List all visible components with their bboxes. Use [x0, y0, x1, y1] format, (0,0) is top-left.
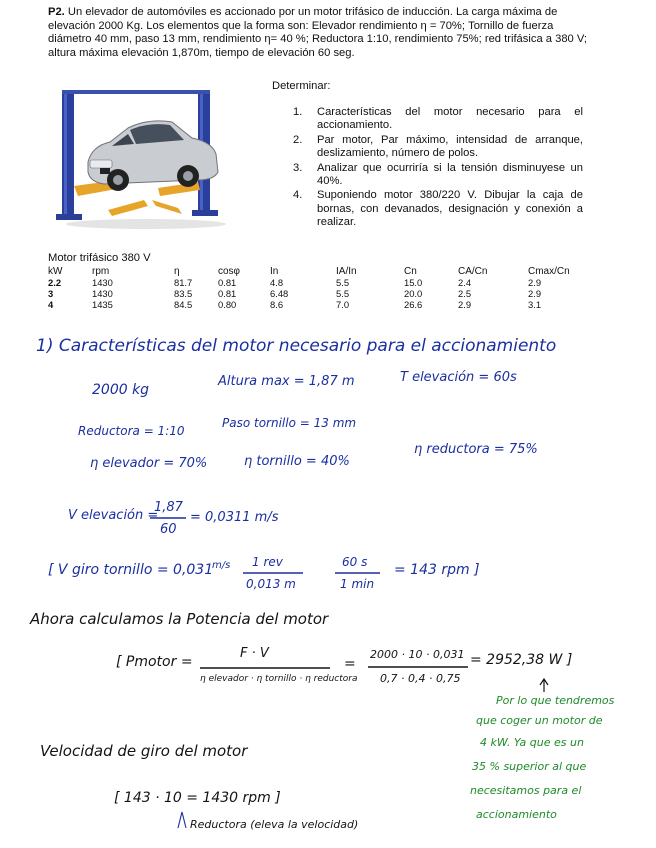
note-carga: 2000 kg [92, 382, 150, 398]
heading-potencia: Ahora calculamos la Potencia del motor [30, 610, 329, 628]
vgiro-factor2-num: 60 s [342, 555, 368, 569]
table-row: 4 1435 84.5 0.80 8.6 7.0 26.6 2.9 3.1 [48, 299, 542, 310]
vgiro-label: [ V giro tornillo = 0,031 [48, 562, 214, 578]
table-row: 3 1430 83.5 0.81 6.48 5.5 20.0 2.5 2.9 [48, 288, 542, 299]
arrow [178, 812, 186, 828]
pmotor-numerator-values: 2000 · 10 · 0,031 [370, 648, 465, 661]
vmotor-note: Reductora (eleva la velocidad) [190, 818, 359, 831]
task-item: 3. Analizar que ocurriría si la tensión disminuyese un 40%. [293, 161, 583, 188]
note-tiempo: T elevación = 60s [400, 370, 517, 385]
green-note-line: que coger un motor de [476, 714, 603, 727]
green-note-line: accionamiento [476, 808, 557, 821]
note-paso: Paso tornillo = 13 mm [222, 416, 357, 430]
task-item: 2. Par motor, Par máximo, intensidad de arranque, deslizamiento, número de polos. [293, 133, 583, 160]
velocidad-result: = 0,0311 m/s [190, 510, 279, 525]
note-eta-elevador: η elevador = 70% [90, 456, 208, 471]
pmotor-label: [ Pmotor = [116, 654, 193, 670]
pmotor-numerator: F · V [240, 646, 269, 661]
green-note-line: 35 % superior al que [472, 760, 587, 773]
determinar-label: Determinar: [272, 80, 331, 92]
note-altura: Altura max = 1,87 m [218, 374, 355, 389]
task-item: 4. Suponiendo motor 380/220 V. Dibujar la caja de bornas, con devanados, designación y conexión a realizar. [293, 189, 583, 229]
problem-label: P2. [48, 6, 65, 18]
note-eta-tornillo: η tornillo = 40% [244, 454, 350, 469]
green-note-line: Por lo que tendremos [496, 694, 615, 707]
green-note-line: 4 kW. Ya que es un [480, 736, 584, 749]
vgiro-factor1-num: 1 rev [252, 555, 283, 569]
motor-table-title: Motor trifásico 380 V [48, 252, 151, 264]
pmotor-result: = 2952,38 W ] [470, 652, 573, 668]
table-header-row: kW rpm η cosφ In IA/In Cn CA/Cn Cmax/Cn [48, 266, 570, 277]
velocidad-numerator: 1,87 [154, 500, 183, 515]
table-row: 2.2 1430 81.7 0.81 4.8 5.5 15.0 2.4 2.9 [48, 277, 542, 288]
velocidad-label: V elevación = [68, 508, 159, 523]
vgiro-factor2-den: 1 min [340, 577, 375, 591]
vgiro-factor1-den: 0,013 m [246, 577, 296, 591]
task-item: 1. Características del motor necesario para el accionamiento. [293, 106, 583, 132]
heading-caracteristicas: 1) Características del motor necesario para el accionamiento [36, 336, 557, 356]
problem-text: Un elevador de automóviles es accionado por un motor trifásico de inducción. La carga máxima de elevación 2000 Kg. Los elementos que la forma son: Elevador rendimiento η = 70%; Tornillo de fuerza diámetro 40 mm, paso 13 mm, rendimiento η= 40 %; Reductora 1:10, rendimiento 75%; red trifásica a 380 V; altura máxima elevación 1,870m, tiempo de elevación 60 seg. [48, 6, 588, 59]
vgiro-unit: m/s [212, 560, 231, 571]
pmotor-denominator: η elevador · η tornillo · η reductora [200, 674, 358, 684]
velocidad-denominator: 60 [160, 522, 177, 537]
vgiro-result: = 143 rpm ] [394, 562, 480, 578]
heading-velocidad-motor: Velocidad de giro del motor [40, 742, 248, 760]
note-reductora: Reductora = 1:10 [78, 424, 185, 438]
equals-sign: = [344, 656, 356, 672]
vmotor-calculation: [ 143 · 10 = 1430 rpm ] [114, 790, 281, 806]
green-note-line: necesitamos para el [470, 784, 582, 797]
note-eta-reductora: η reductora = 75% [414, 442, 538, 457]
pmotor-denominator-values: 0,7 · 0,4 · 0,75 [380, 672, 461, 685]
